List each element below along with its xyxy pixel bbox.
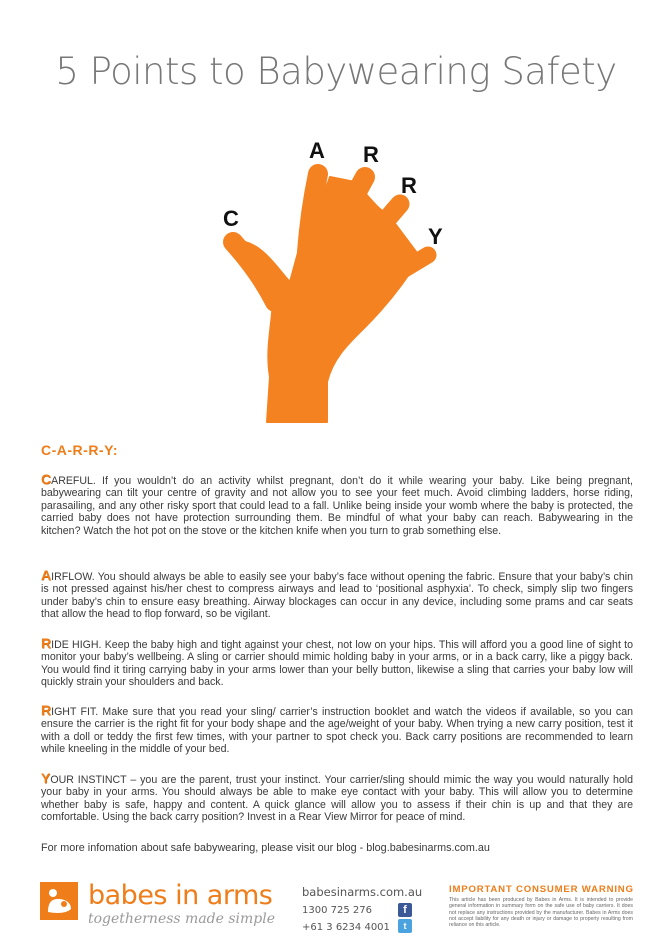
point-initial: C xyxy=(41,471,52,487)
phone-number-international[interactable]: +61 3 6234 4001 xyxy=(302,922,390,933)
point-right-fit xyxy=(41,704,633,756)
point-initial: R xyxy=(41,702,52,718)
more-info-link[interactable]: For more infomation about safe babywearing, please visit our blog - blog.babesinarms.com.au xyxy=(41,842,490,854)
brand-tagline: togetherness made simple xyxy=(88,911,276,927)
point-initial: A xyxy=(41,567,52,583)
hand-letter-c: C xyxy=(223,206,239,231)
phone-number[interactable]: 1300 725 276 xyxy=(302,905,372,916)
consumer-warning xyxy=(449,884,633,928)
mother-baby-logo-icon xyxy=(40,882,78,920)
point-text: IRFLOW. You should always be able to easily see your baby’s face without opening the fabric. Ensure that your baby’s chin is not pressed against his/her chest to compress airways and lead to ‘positional asphyxia’. To check, simply slip two fingers under baby’s chin to ensure easy breathing. Airway blockages can occur in any device, including some prams and car seats that allow the head to flop forward, so be vigilant. xyxy=(41,571,633,621)
hand-letter-r2: R xyxy=(401,173,417,198)
point-your-instinct xyxy=(41,772,633,824)
point-text: OUR INSTINCT – you are the parent, trust your instinct. Your carrier/sling should mimic the way you would naturally hold your baby in your arms. You should always be able to make eye contact with your baby. This will allow you to determine whether baby is safe, happy and content. A quick glance will allow you to assess if their chin is up and that they are comfortable. Using the back carry position? Invest in a Rear View Mirror for peace of mind. xyxy=(41,774,633,824)
page-title: 5 Points to Babywearing Safety xyxy=(55,50,617,93)
point-text: IGHT FIT. Make sure that you read your sling/ carrier’s instruction booklet and watch the videos if available, so you can ensure the carrier is the right fit for your body shape and the age/weight of your baby. When trying a new carry position, test it with a doll or teddy the first few times, with your partner to spot check you. Back carry positions are recommended to learn while kneeling in the middle of your bed. xyxy=(41,706,633,756)
warning-title: IMPORTANT CONSUMER WARNING xyxy=(449,884,634,895)
website-link[interactable]: babesinarms.com.au xyxy=(302,885,423,899)
hand-letter-y: Y xyxy=(428,224,443,249)
facebook-icon[interactable]: f xyxy=(398,903,412,917)
point-initial: R xyxy=(41,635,52,651)
point-text: IDE HIGH. Keep the baby high and tight against your chest, not low on your hips. This will afford you a good line of sight to monitor your baby’s wellbeing. A sling or carrier should mimic holding baby in your arms, or in a back carry, like a piggy back. You would find it tiring carrying baby in your arms lower than your belly button, likewise a sling that carries your baby low will quickly strain your shoulders and back. xyxy=(41,639,633,689)
point-text: AREFUL. If you wouldn’t do an activity whilst pregnant, don’t do it while wearing your baby. Like being pregnant, babywearing can tilt your centre of gravity and not allow you to see your feet much. Avoid climbing ladders, horse riding, parasailing, and any other risky sport that could lead to a fall. Unlike being inside your womb where the baby is protected, the carried baby does not have protection surrounding them. Be mindful of what your baby can reach. Babywearing in the kitchen? Watch the hot pot on the stove or the kitchen knife when you turn to grab something else. xyxy=(41,475,633,537)
hand-letter-a: A xyxy=(309,138,325,163)
warning-text: This article has been produced by Babes in Arms. It is intended to provide general information in summary form on the safe use of baby carriers. It does not replace any instructions provided by the manufacturer. Babes in Arms does not accept liability for any death or injury or damage to property resulting from reliance on this article. xyxy=(449,897,633,929)
hand-letter-r1: R xyxy=(363,142,379,167)
point-careful xyxy=(41,473,633,537)
hand-icon xyxy=(215,132,455,432)
point-airflow xyxy=(41,569,633,621)
twitter-icon[interactable]: t xyxy=(398,919,412,933)
carry-heading: C-A-R-R-Y: xyxy=(41,442,119,458)
brand-name: babes in arms xyxy=(88,880,273,911)
point-ride-high xyxy=(41,637,633,689)
point-initial: Y xyxy=(41,770,51,786)
brand-logo[interactable] xyxy=(40,880,276,932)
hand-illustration xyxy=(215,132,455,432)
